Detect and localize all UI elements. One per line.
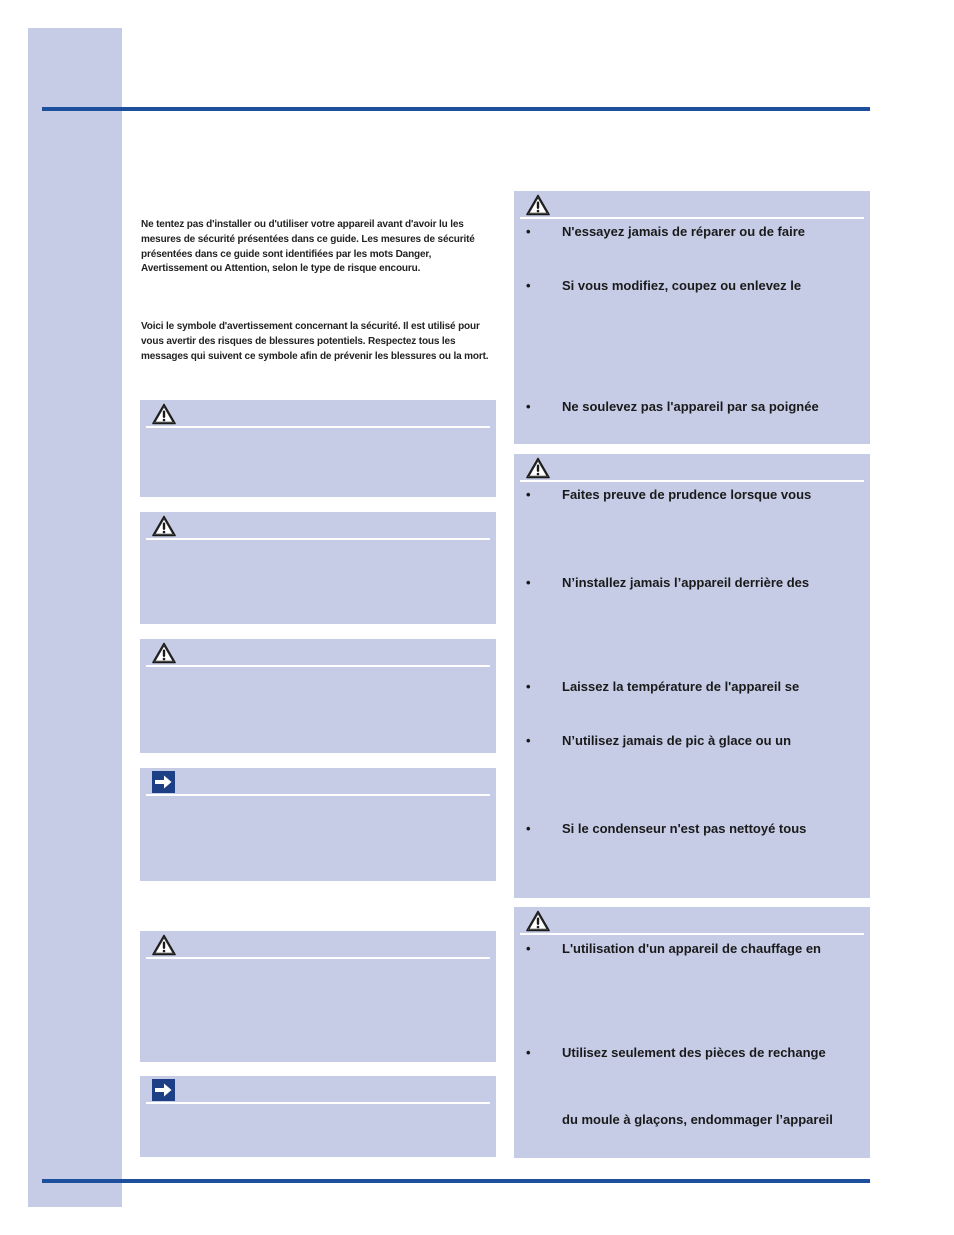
box-header [520, 907, 864, 935]
box-header [146, 512, 490, 540]
box-header [146, 768, 490, 796]
bullet-dot: • [526, 1045, 531, 1060]
box-header [520, 191, 864, 219]
header-divider [146, 426, 490, 428]
intro-paragraph-2: Voici le symbole d'avertissement concernant la sécurité. Il est utilisé pour vous avertir des risques de blessures potentiels. Respectez tous les messages qui suivent ce symbole afin de prévenir les blessures ou la mort. [141, 321, 489, 362]
warning-triangle-icon [526, 457, 550, 479]
arrow-right-icon [152, 1079, 175, 1101]
warning-box-1 [140, 400, 496, 497]
bullet-dot: • [526, 399, 531, 414]
note-box-2 [140, 1076, 496, 1157]
bullet-text: Ne soulevez pas l'appareil par sa poignée [562, 399, 819, 414]
warning-box-4 [140, 931, 496, 1062]
box-header [520, 454, 864, 482]
bullet-dot: • [526, 733, 531, 748]
bullet-dot: • [526, 821, 531, 836]
header-divider [146, 1102, 490, 1104]
warning-box-3 [140, 639, 496, 753]
box-header [146, 400, 490, 428]
box-header [146, 1076, 490, 1104]
header-divider [146, 794, 490, 796]
bullet-text: Utilisez seulement des pièces de rechange [562, 1045, 826, 1060]
bullet-dot: • [526, 224, 531, 239]
warning-triangle-icon [526, 194, 550, 216]
warning-box-right-3 [514, 907, 870, 1158]
box-header [146, 639, 490, 667]
bottom-rule [42, 1179, 870, 1183]
warning-triangle-icon [152, 642, 176, 664]
header-divider [146, 665, 490, 667]
warning-triangle-icon [152, 403, 176, 425]
warning-triangle-icon [152, 934, 176, 956]
header-divider [146, 957, 490, 959]
bullet-dot: • [526, 679, 531, 694]
note-box-1 [140, 768, 496, 881]
bullet-text: Si vous modifiez, coupez ou enlevez le [562, 278, 802, 293]
bullet-text: Si le condenseur n'est pas nettoyé tous [562, 821, 807, 836]
bullet-dot: • [526, 575, 531, 590]
warning-box-right-2 [514, 454, 870, 898]
arrow-right-icon [152, 771, 175, 793]
bullet-text: N’installez jamais l’appareil derrière des [562, 575, 810, 590]
warning-triangle-icon [152, 515, 176, 537]
bullet-dot: • [526, 487, 531, 502]
bullet-dot: • [526, 941, 531, 956]
bullet-text: Laissez la température de l'appareil se [562, 679, 800, 694]
top-rule [42, 107, 870, 111]
bullet-text: L'utilisation d'un appareil de chauffage en [562, 941, 821, 956]
header-divider [520, 217, 864, 219]
header-divider [520, 480, 864, 482]
header-divider [520, 933, 864, 935]
intro-paragraph-1: Ne tentez pas d'installer ou d'utiliser votre appareil avant d'avoir lu les mesures de sécurité présentées dans ce guide. Les mesures de sécurité présentées dans ce guide sont identifiées par les mots Danger, Avertissement ou Attention, selon le type de risque encouru. [141, 219, 475, 275]
warning-box-right-1 [514, 191, 870, 444]
warning-box-2 [140, 512, 496, 624]
bullet-text: Faites preuve de prudence lorsque vous [562, 487, 812, 502]
bullet-text: N’utilisez jamais de pic à glace ou un [562, 733, 792, 748]
box-header [146, 931, 490, 959]
bullet-dot: • [526, 278, 531, 293]
bullet-text: N'essayez jamais de réparer ou de faire [562, 224, 805, 239]
continuation-line: du moule à glaçons, endommager l’appareil [562, 1112, 833, 1127]
warning-triangle-icon [526, 910, 550, 932]
header-divider [146, 538, 490, 540]
side-strip [28, 28, 122, 1207]
